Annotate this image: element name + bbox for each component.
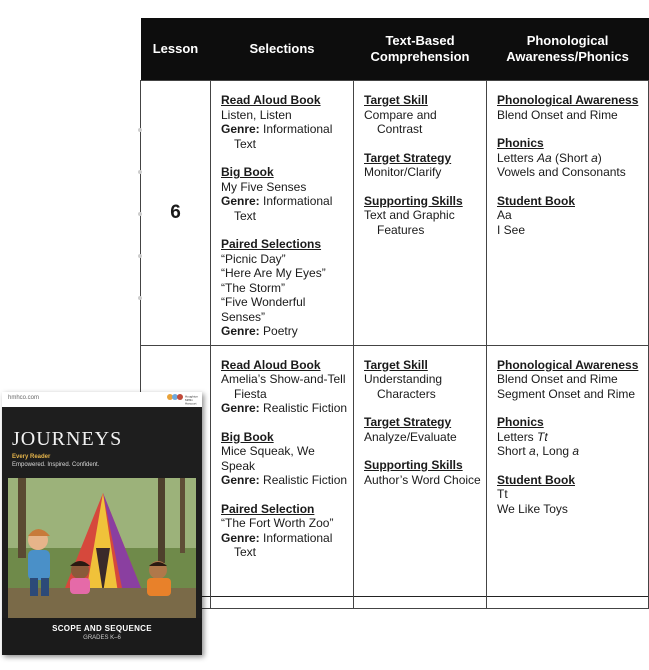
target-strategy-heading: Target Strategy	[364, 150, 452, 165]
header-lesson: Lesson	[141, 18, 211, 81]
big-book-title: My Five Senses	[221, 179, 307, 194]
publisher-logo-icon	[166, 393, 199, 406]
big-book-heading: Big Book	[221, 165, 274, 179]
journeys-book-cover	[2, 392, 202, 655]
read-aloud-genre: Genre: Realistic Fiction	[221, 401, 348, 415]
student-book-heading: Student Book	[497, 193, 575, 208]
cover-footer	[2, 618, 202, 655]
read-aloud-heading: Read Aloud Book	[221, 93, 321, 107]
paired-genre: Genre: Poetry	[221, 324, 298, 338]
supporting-skills-heading: Supporting Skills	[364, 458, 463, 472]
paired-heading: Paired Selection	[221, 501, 315, 516]
comprehension-cell	[354, 345, 487, 608]
selections-cell	[211, 81, 354, 346]
target-skill-heading: Target Skill	[364, 93, 428, 107]
phonics-cell	[487, 345, 649, 608]
cover-grades: GRADES K–6	[83, 635, 121, 641]
big-book-genre-cont: Text	[234, 208, 257, 223]
binder-hole	[138, 128, 142, 132]
student-book-heading: Student Book	[497, 472, 575, 487]
binder-hole	[138, 254, 142, 258]
read-aloud-genre: Genre: Informational	[221, 122, 333, 136]
cover-url: hmhco.com	[8, 395, 40, 401]
supporting-skills-heading: Supporting Skills	[364, 193, 463, 208]
supporting-skill-cont: Features	[377, 222, 425, 237]
paired-title: “The Storm”	[221, 280, 286, 295]
target-skill: Understanding	[364, 372, 443, 386]
phonics-item: Letters Aa (Short a)	[497, 150, 602, 165]
student-book-item: Tt	[497, 487, 508, 501]
header-phonics: Phonological Awareness/Phonics	[487, 18, 649, 81]
header-comprehension: Text-Based Comprehension	[354, 18, 487, 81]
phonics-item: Vowels and Consonants	[497, 165, 626, 179]
header-selections: Selections	[211, 18, 354, 81]
target-skill-cont: Characters	[377, 386, 436, 401]
target-skill: Compare and	[364, 107, 437, 122]
supporting-skill: Text and Graphic	[364, 208, 455, 222]
supporting-skill: Author’s Word Choice	[364, 472, 481, 487]
read-aloud-title: Amelia’s Show-and-Tell	[221, 372, 346, 386]
table-row	[141, 81, 649, 346]
target-skill-heading: Target Skill	[364, 357, 428, 372]
read-aloud-heading: Read Aloud Book	[221, 357, 321, 372]
svg-text:Harcourt: Harcourt	[185, 401, 197, 406]
phonological-awareness-item: Blend Onset and Rime	[497, 107, 618, 122]
phonics-item: Short a, Long a	[497, 444, 580, 458]
cover-subtagline: Empowered. Inspired. Confident.	[12, 462, 100, 468]
big-book-title: Mice Squeak, We Speak	[221, 444, 315, 473]
cover-top-bar	[2, 392, 202, 407]
phonics-heading: Phonics	[497, 136, 544, 150]
lesson-number: 6	[141, 81, 211, 346]
big-book-genre: Genre: Realistic Fiction	[221, 473, 348, 487]
header-row	[141, 18, 649, 81]
selections-cell	[211, 345, 354, 608]
student-book-item: I See	[497, 222, 526, 237]
cover-title: SCOPE AND SEQUENCE	[52, 624, 152, 633]
cover-tagline: Every Reader	[12, 454, 51, 460]
scope-sequence-table	[140, 18, 649, 609]
target-strategy-heading: Target Strategy	[364, 415, 452, 429]
paired-title: “Picnic Day”	[221, 251, 286, 266]
paired-title: “Here Are My Eyes”	[221, 266, 326, 280]
phonological-awareness-heading: Phonological Awareness	[497, 357, 639, 372]
paired-genre: Genre: Informational	[221, 530, 333, 545]
student-book-item: Aa	[497, 208, 512, 222]
journeys-logo: JOURNEYS	[12, 428, 123, 450]
phonics-item: Letters Tt	[497, 429, 548, 444]
big-book-heading: Big Book	[221, 429, 274, 444]
paired-genre-cont: Text	[234, 545, 257, 559]
read-aloud-title-cont: Fiesta	[234, 386, 267, 401]
svg-text:Mifflin: Mifflin	[185, 398, 193, 402]
target-strategy: Monitor/Clarify	[364, 165, 442, 179]
big-book-genre: Genre: Informational	[221, 194, 333, 208]
paired-title: “Five Wonderful Senses”	[221, 295, 306, 324]
binder-hole	[138, 296, 142, 300]
table-row	[141, 345, 649, 608]
read-aloud-title: Listen, Listen	[221, 107, 292, 122]
binder-hole	[138, 170, 142, 174]
scope-sequence-sheet	[140, 18, 648, 597]
svg-text:Houghton: Houghton	[185, 394, 199, 399]
cover-photo-children-tent	[8, 478, 196, 618]
comprehension-cell	[354, 81, 487, 346]
phonics-heading: Phonics	[497, 415, 544, 429]
read-aloud-genre-cont: Text	[234, 136, 257, 151]
phonics-cell	[487, 81, 649, 346]
target-strategy: Analyze/Evaluate	[364, 429, 457, 444]
binder-hole	[138, 212, 142, 216]
paired-title: “The Fort Worth Zoo”	[221, 516, 334, 530]
target-skill-cont: Contrast	[377, 122, 423, 136]
phonological-awareness-item: Blend Onset and Rime	[497, 372, 618, 386]
phonological-awareness-heading: Phonological Awareness	[497, 93, 639, 107]
phonological-awareness-item: Segment Onset and Rime	[497, 386, 636, 401]
student-book-item: We Like Toys	[497, 501, 568, 516]
paired-heading: Paired Selections	[221, 237, 322, 251]
